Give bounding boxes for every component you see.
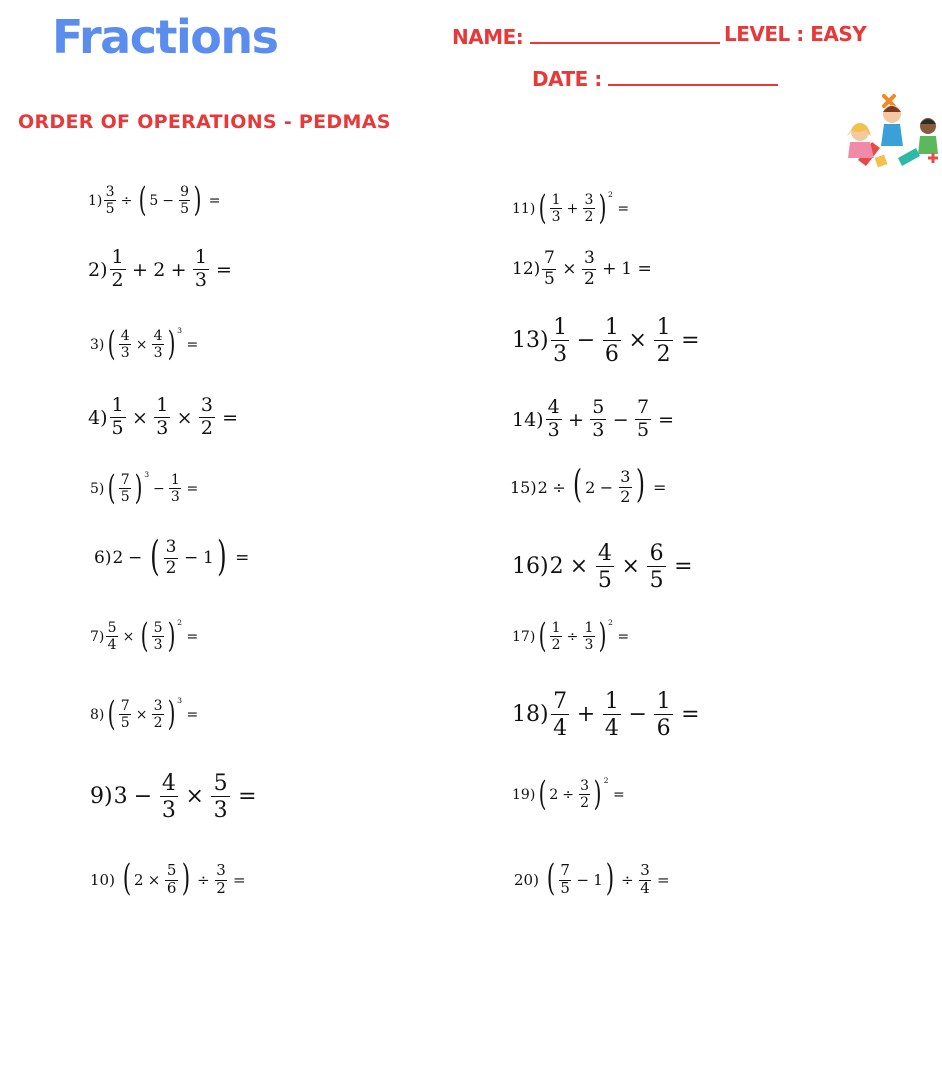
exponent: 3: [144, 469, 150, 479]
problem-2: 2) $\frac{1}{2}$ + 2 + $\frac{1}{3}$ =: [88, 246, 232, 292]
fraction: $\frac{1}{5}$: [111, 394, 124, 440]
exponent: 2: [603, 775, 609, 785]
problem-number: 16): [512, 554, 549, 580]
problem-number: 13): [512, 328, 549, 354]
problem-12: 12) $\frac{7}{5}$ × $\frac{3}{2}$ + 1 =: [512, 248, 652, 289]
problem-1: 1) $\frac{3}{5}$ ÷ ( 5 − $\frac{9}{5}$ ) =: [88, 179, 221, 219]
problem-number: 2): [88, 258, 108, 281]
fraction: $\frac{6}{5}$: [647, 542, 665, 592]
problem-13: 13) $\frac{1}{3}$ − $\frac{1}{6}$ × $\frac{1}{2}$ =: [512, 315, 700, 367]
problem-14: 14) $\frac{4}{3}$ + $\frac{5}{3}$ − $\frac{7}{5}$ =: [512, 396, 675, 442]
fraction: $\frac{3}{4}$: [640, 860, 650, 898]
problem-20: 20) ( $\frac{7}{5}$ − 1 ) ÷ $\frac{3}{4}$ =: [514, 857, 670, 899]
fraction: $\frac{4}{3}$: [153, 327, 163, 362]
problem-number: 10): [90, 871, 115, 889]
exponent: 3: [177, 325, 182, 335]
problem-number: 20): [514, 871, 539, 889]
fraction: $\frac{1}{3}$: [156, 394, 169, 440]
problem-number: 12): [512, 259, 541, 280]
date-label: DATE :: [532, 67, 602, 91]
fraction: $\frac{4}{3}$: [120, 327, 130, 362]
fraction: $\frac{1}{6}$: [603, 316, 621, 366]
name-label: NAME:: [452, 25, 524, 49]
problem-8: 8) ( $\frac{7}{5}$ × $\frac{3}{2}$ ) 3 =: [90, 693, 199, 733]
problem-number: 3): [90, 336, 105, 353]
exponent: 2: [608, 617, 613, 627]
problem-number: 6): [94, 548, 112, 569]
problem-number: 11): [512, 200, 536, 217]
fraction: $\frac{3}{2}$: [153, 697, 163, 732]
fraction: $\frac{3}{5}$: [105, 183, 115, 218]
fraction: $\frac{7}{5}$: [543, 248, 555, 289]
subtitle: ORDER OF OPERATIONS - PEDMAS: [18, 111, 391, 133]
fraction: $\frac{3}{2}$: [200, 394, 213, 440]
fraction: $\frac{1}{3}$: [170, 471, 180, 506]
fraction: $\frac{4}{3}$: [160, 772, 178, 822]
fraction: $\frac{3}{2}$: [620, 466, 631, 506]
kids-illustration: [836, 80, 942, 176]
fraction: $\frac{1}{2}$: [111, 246, 124, 292]
fraction: $\frac{3}{2}$: [580, 777, 589, 812]
fraction: $\frac{1}{3}$: [551, 316, 569, 366]
fraction: $\frac{1}{3}$: [194, 246, 207, 292]
fraction: $\frac{1}{4}$: [603, 690, 621, 740]
problem-number: 7): [90, 628, 105, 645]
fraction: $\frac{1}{2}$: [551, 619, 561, 654]
problem-18: 18) $\frac{7}{4}$ + $\frac{1}{4}$ − $\frac{1}{6}$ =: [512, 689, 700, 741]
exponent: 2: [177, 617, 182, 627]
fraction: $\frac{1}{2}$: [654, 316, 672, 366]
fraction: $\frac{4}{5}$: [596, 542, 614, 592]
problem-10: 10) ( 2 × $\frac{5}{6}$ ) ÷ $\frac{3}{2}$ =: [90, 857, 246, 899]
level-label: LEVEL : EASY: [724, 22, 867, 46]
fraction: $\frac{3}{2}$: [583, 248, 595, 289]
fraction: $\frac{5}{6}$: [166, 860, 177, 898]
fraction: $\frac{7}{4}$: [551, 690, 569, 740]
problem-number: 15): [510, 477, 537, 497]
fraction: $\frac{1}{3}$: [551, 191, 561, 226]
date-blank: [608, 64, 778, 86]
problem-4: 4) $\frac{1}{5}$ × $\frac{1}{3}$ × $\frac{3}{2}$ =: [88, 394, 238, 440]
problem-5: 5) ( $\frac{7}{5}$ ) 3 − $\frac{1}{3}$ =: [90, 467, 199, 507]
problem-3: 3) ( $\frac{4}{3}$ × $\frac{4}{3}$ ) 3 =: [90, 323, 199, 363]
name-field: [452, 22, 720, 49]
exponent: 3: [177, 695, 182, 705]
problem-7: 7) $\frac{5}{4}$ × ( $\frac{5}{3}$ ) 2 =: [90, 615, 199, 655]
fraction: $\frac{7}{5}$: [120, 471, 130, 506]
problem-6: 6) 2 − ( $\frac{3}{2}$ − 1 ) =: [94, 532, 250, 581]
problem-number: 17): [512, 628, 536, 645]
fraction: $\frac{5}{4}$: [107, 619, 117, 654]
fraction: $\frac{3}{2}$: [165, 537, 177, 578]
problem-19: 19) ( 2 ÷ $\frac{3}{2}$ ) 2 =: [512, 773, 625, 813]
name-blank: [530, 22, 720, 44]
problem-number: 9): [90, 784, 113, 810]
problem-number: 1): [88, 192, 103, 209]
problem-11: 11) ( $\frac{1}{3}$ + $\frac{3}{2}$ ) 2 =: [512, 187, 630, 227]
date-field: [532, 64, 778, 91]
fraction: $\frac{4}{3}$: [547, 396, 560, 442]
problem-number: 18): [512, 702, 549, 728]
fraction: $\frac{7}{5}$: [120, 697, 130, 732]
problem-15: 15) 2 ÷ ( 2 − $\frac{3}{2}$ ) =: [510, 462, 667, 508]
exponent: 2: [608, 189, 613, 199]
problem-17: 17) ( $\frac{1}{2}$ ÷ $\frac{1}{3}$ ) 2 =: [512, 615, 630, 655]
fraction: $\frac{7}{5}$: [636, 396, 650, 442]
fraction: $\frac{1}{6}$: [654, 690, 672, 740]
fraction: $\frac{9}{5}$: [180, 183, 189, 218]
fraction: $\frac{3}{2}$: [584, 191, 594, 226]
problem-number: 14): [512, 408, 544, 431]
worksheet-title: Fractions: [52, 10, 278, 64]
problem-number: 4): [88, 406, 108, 429]
fraction: $\frac{5}{3}$: [153, 619, 163, 654]
problem-number: 5): [90, 480, 105, 497]
fraction: $\frac{1}{3}$: [584, 619, 594, 654]
fraction: $\frac{3}{2}$: [216, 860, 226, 898]
problem-9: 9) 3 − $\frac{4}{3}$ × $\frac{5}{3}$ =: [90, 771, 257, 823]
fraction: $\frac{5}{3}$: [211, 772, 229, 822]
problem-number: 8): [90, 706, 105, 723]
fraction: $\frac{7}{5}$: [560, 860, 570, 898]
fraction: $\frac{5}{3}$: [592, 396, 605, 442]
problem-number: 19): [512, 786, 536, 803]
problem-16: 16) 2 × $\frac{4}{5}$ × $\frac{6}{5}$ =: [512, 541, 693, 593]
